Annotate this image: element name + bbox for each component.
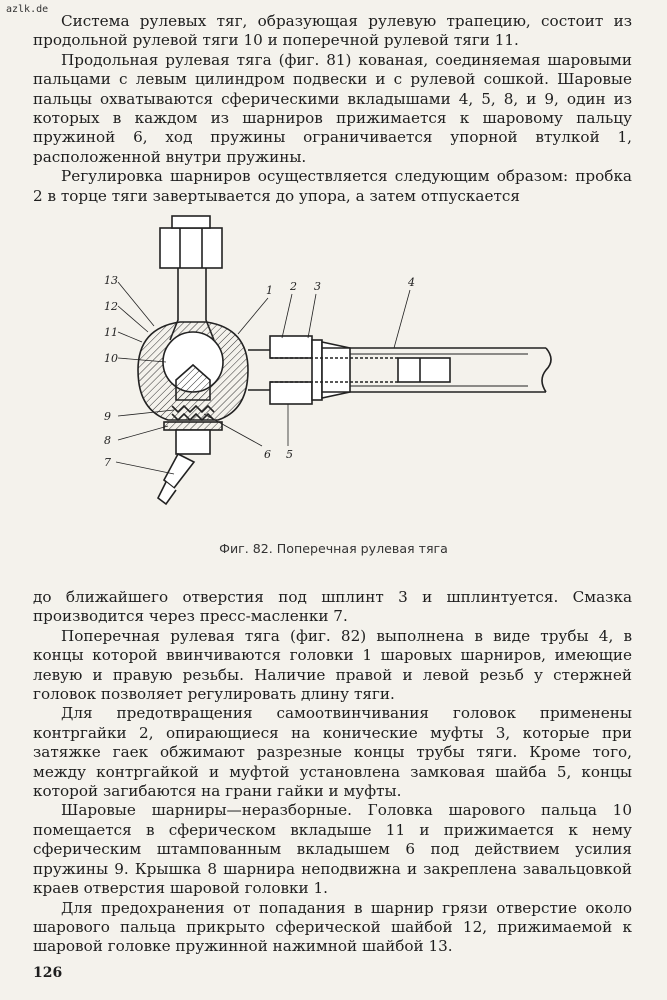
paragraph: Продольная рулевая тяга (фиг. 81) кованая, соединяемая шаровыми пальцами с левым цилиндром подвески и с рулевой сошкой. Шаровые пальцы охватываются сферическими вкладышами 4, 5, 8, и 9, один из которых в каждом из шарниров прижимается к шаровому пальцу пружиной 6, ход пружины ограничивается упорной втулкой 1, расположенной внутри пружины. — [33, 50, 632, 166]
steering-rod-drawing — [98, 210, 568, 540]
figure-caption: Фиг. 82. Поперечная рулевая тяга — [219, 541, 448, 556]
label-11: 11 — [104, 326, 118, 339]
paragraph: до ближайшего отверстия под шплинт 3 и шплинтуется. Смазка производится через пресс-масленки 7. — [33, 588, 632, 626]
bottom-text-block — [33, 588, 632, 957]
label-7: 7 — [104, 456, 111, 469]
paragraph: Для предохранения от попадания в шарнир грязи отверстие около шарового пальца прикрыто сферической шайбой 12, прижимаемой к шаровой головке пружинной нажимной шайбой 13. — [33, 898, 632, 956]
label-8: 8 — [104, 434, 111, 447]
conical-sleeve — [322, 342, 350, 398]
page-number: 126 — [33, 965, 63, 981]
paragraph: Шаровые шарниры—неразборные. Головка шарового пальца 10 помещается в сферическом вкладыше 11 и прижимается к нему сферическим штампованным вкладышем 6 под действием усилия пружины 9. Крышка 8 шарнира неподвижна и закреплена завальцовкой краев отверстия шаровой головки 1. — [33, 801, 632, 898]
label-13: 13 — [104, 274, 118, 287]
grease-fitting-body — [176, 430, 210, 454]
label-1: 1 — [266, 284, 273, 297]
label-3: 3 — [314, 280, 321, 293]
label-12: 12 — [104, 300, 118, 313]
label-9: 9 — [104, 410, 111, 423]
paragraph: Регулировка шарниров осуществляется следующим образом: пробка 2 в торце тяги завертывается до упора, а затем отпускается — [33, 167, 632, 205]
watermark: azlk.de — [6, 4, 49, 15]
cover — [164, 422, 222, 430]
label-10: 10 — [104, 352, 118, 365]
lock-washer — [312, 340, 322, 400]
paragraph: Система рулевых тяг, образующая рулевую трапецию, состоит из продольной рулевой тяги 10 и поперечной рулевой тяги 11. — [33, 12, 632, 50]
figure-steering-rod — [98, 210, 568, 540]
lock-nut — [270, 336, 312, 358]
label-4: 4 — [408, 276, 415, 289]
tube-break — [542, 348, 551, 392]
paragraph: Для предотвращения самоотвинчивания головок применены контргайки 2, опирающиеся на конические муфты 3, которые при затяжке гаек обжимают разрезные концы трубы тяги. Кроме того, между контргайкой и муфтой установлена замковая шайба 5, концы которой загибаются на грани гайки и муфты. — [33, 704, 632, 801]
label-5: 5 — [286, 448, 293, 461]
label-2: 2 — [290, 280, 297, 293]
top-text-block — [33, 12, 632, 206]
ball-pin-nut — [160, 228, 222, 268]
paragraph: Поперечная рулевая тяга (фиг. 82) выполнена в виде трубы 4, в концы которой ввинчиваются головки 1 шаровых шарниров, имеющие левую и правую резьбы. Наличие правой и левой резьб у стержней головок позволяет регулировать длину тяги. — [33, 626, 632, 704]
label-6: 6 — [264, 448, 271, 461]
